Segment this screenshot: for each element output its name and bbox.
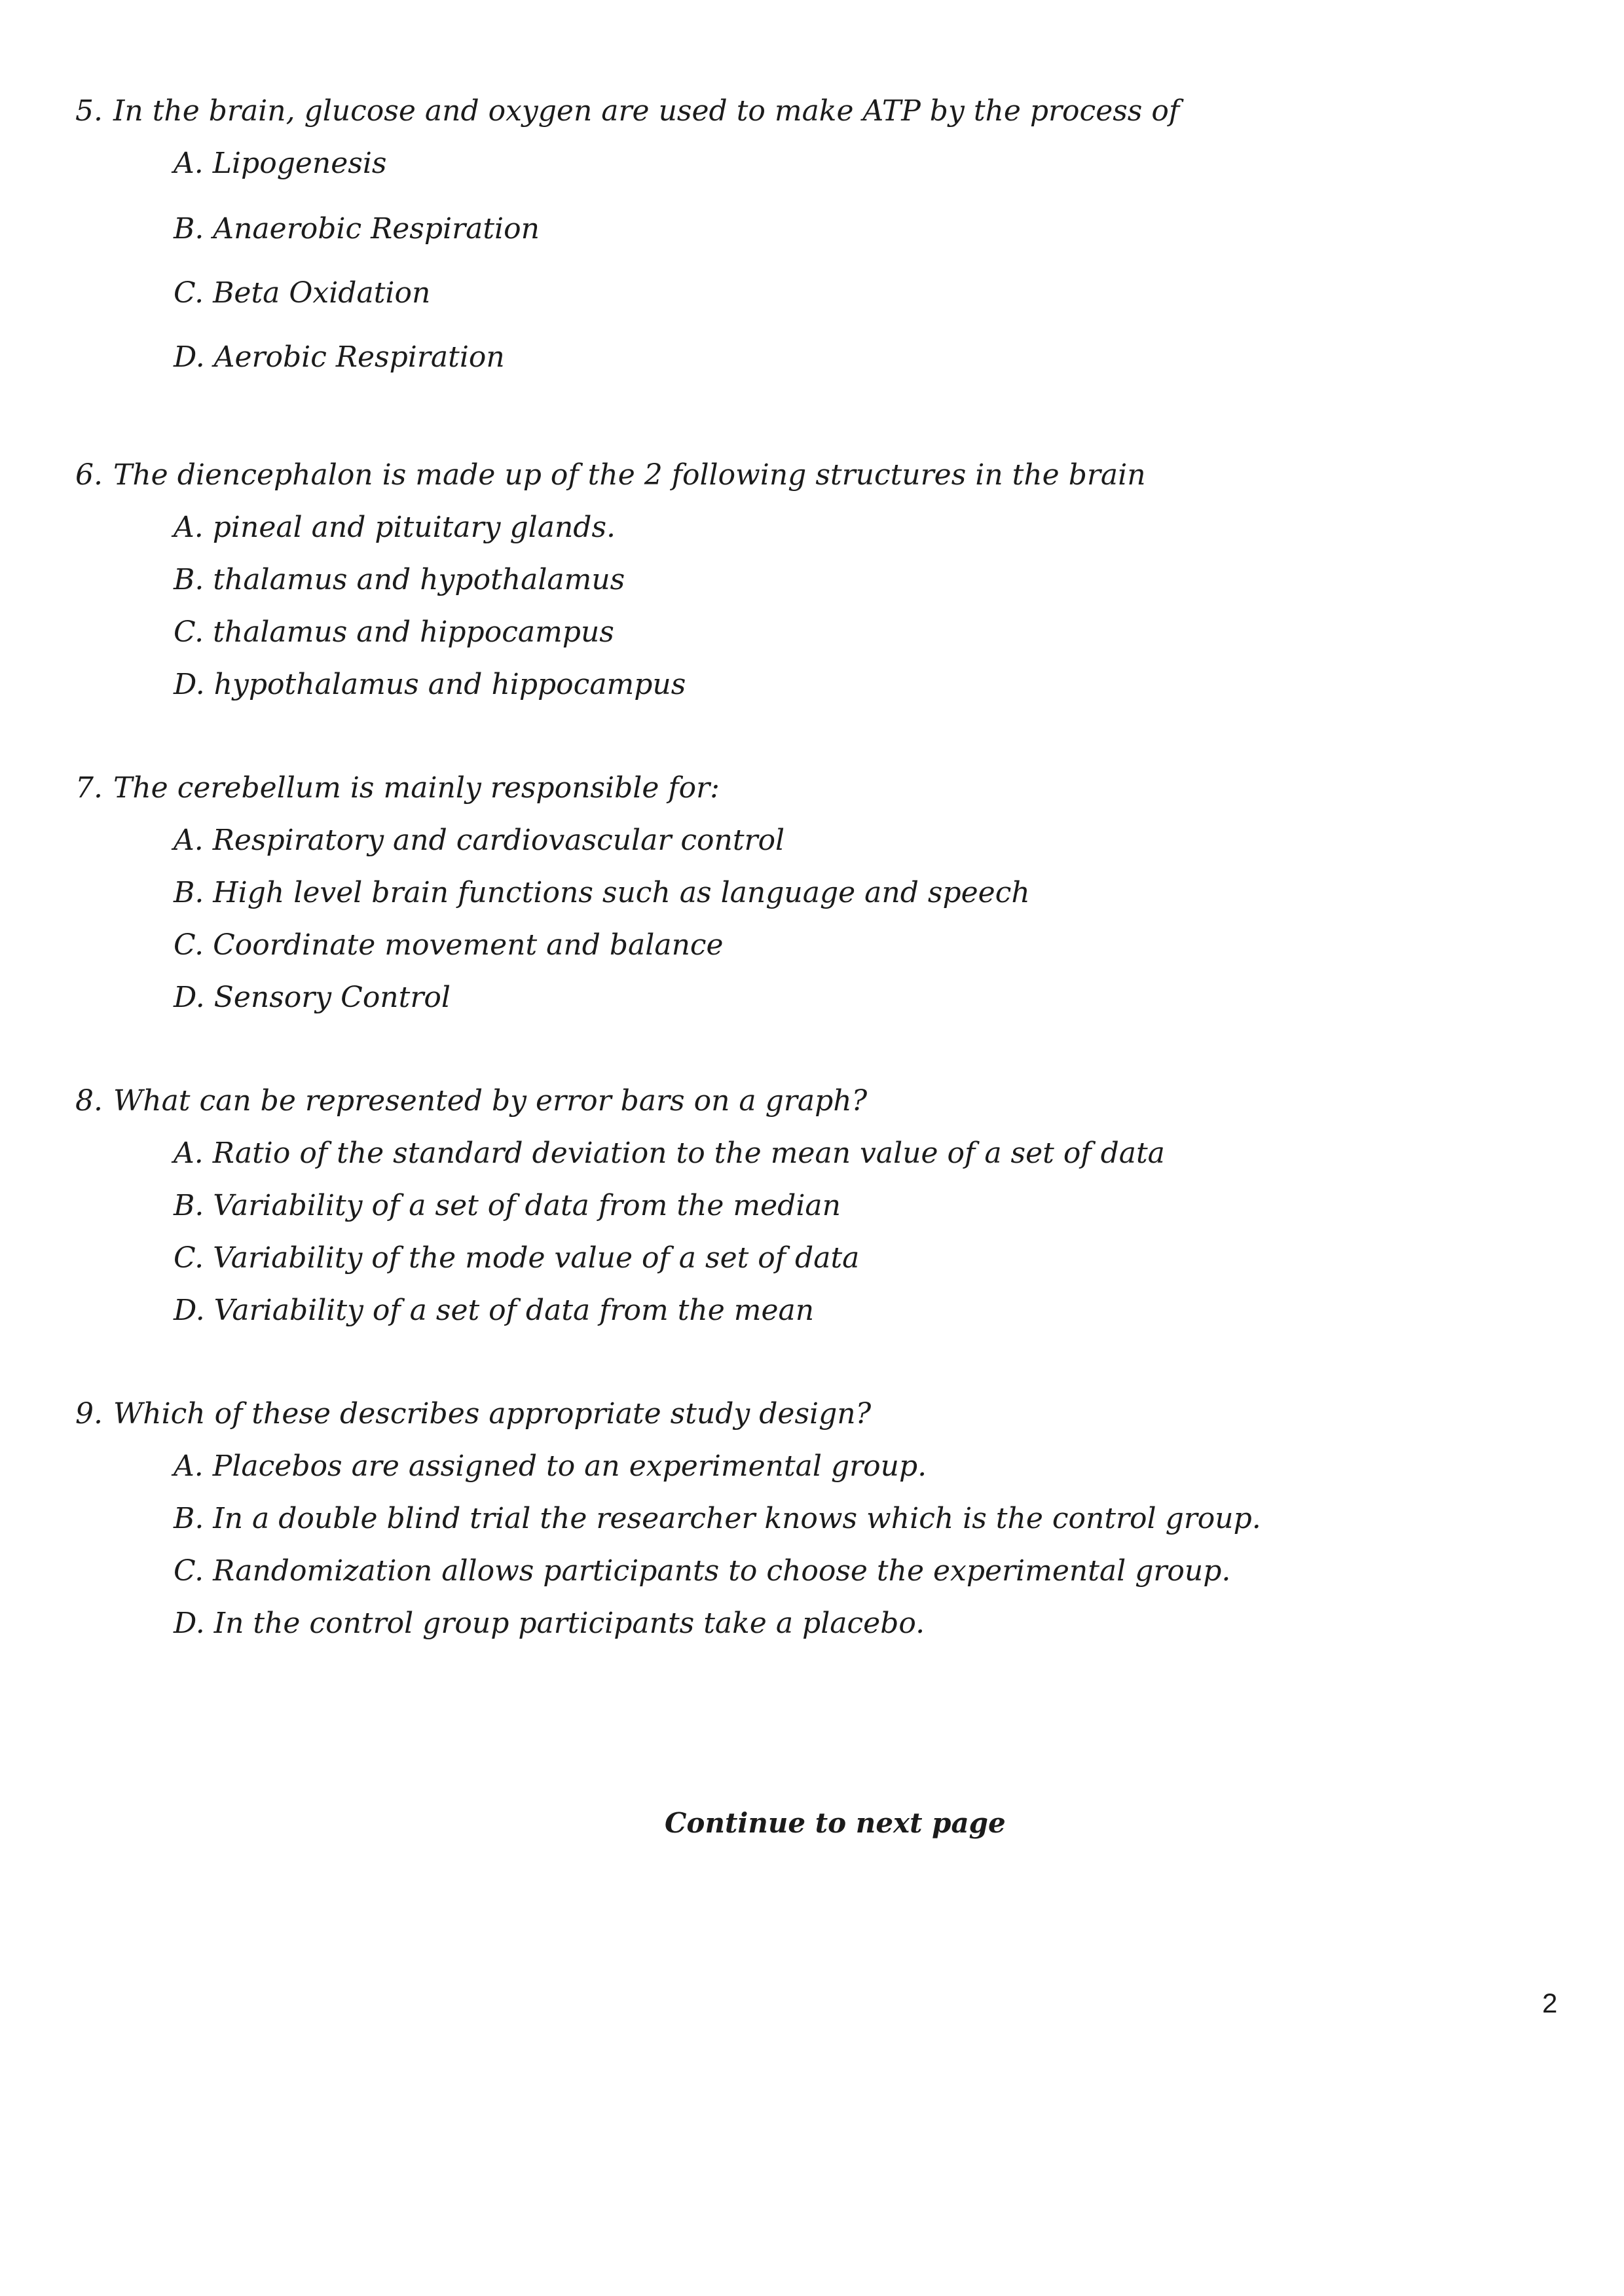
question-stem: [75, 456, 1146, 495]
option-b: B. Variability of a set of data from the median: [174, 1189, 841, 1222]
option-b: B. In a double blind trial the researcher knows which is the control group.: [174, 1502, 1261, 1535]
option-a: A. pineal and pituitary glands.: [174, 511, 616, 544]
option-b: B. High level brain functions such as language and speech: [174, 876, 1030, 909]
question-stem: [75, 1394, 871, 1434]
question-stem: [75, 1082, 867, 1121]
question-number: 6.: [75, 458, 103, 492]
option-a: A. Placebos are assigned to an experimental group.: [174, 1449, 927, 1483]
question-number: 9.: [75, 1397, 103, 1430]
question-text: In the brain, glucose and oxygen are used to make ATP by the process of: [113, 94, 1180, 128]
question-stem: [75, 769, 720, 808]
question-text: What can be represented by error bars on a graph?: [113, 1084, 868, 1118]
option-a: A. Lipogenesis: [174, 147, 387, 180]
page-number: 2: [1542, 1988, 1558, 2018]
continue-note: Continue to next page: [665, 1807, 1006, 1839]
question-text: The diencephalon is made up of the 2 following structures in the brain: [113, 458, 1146, 492]
option-d: D. hypothalamus and hippocampus: [174, 668, 686, 701]
option-b: B. Anaerobic Respiration: [174, 212, 540, 246]
option-a: A. Ratio of the standard deviation to the mean value of a set of data: [174, 1137, 1165, 1170]
option-c: C. Variability of the mode value of a set of data: [174, 1241, 860, 1275]
question-stem: [75, 92, 1179, 131]
option-a: A. Respiratory and cardiovascular control: [174, 824, 785, 857]
option-c: C. Coordinate movement and balance: [174, 928, 724, 962]
option-c: C. Beta Oxidation: [174, 276, 431, 310]
question-text: The cerebellum is mainly responsible for:: [113, 771, 720, 805]
option-b: B. thalamus and hypothalamus: [174, 563, 625, 596]
option-d: D. Aerobic Respiration: [174, 340, 505, 374]
option-d: D. Variability of a set of data from the mean: [174, 1294, 815, 1327]
question-number: 7.: [75, 771, 103, 805]
question-number: 8.: [75, 1084, 103, 1118]
option-d: D. In the control group participants take a placebo.: [174, 1607, 925, 1640]
question-text: Which of these describes appropriate study design?: [113, 1397, 872, 1430]
option-c: C. Randomization allows participants to choose the experimental group.: [174, 1554, 1231, 1588]
question-number: 5.: [75, 94, 103, 128]
option-c: C. thalamus and hippocampus: [174, 615, 614, 649]
option-d: D. Sensory Control: [174, 981, 451, 1014]
